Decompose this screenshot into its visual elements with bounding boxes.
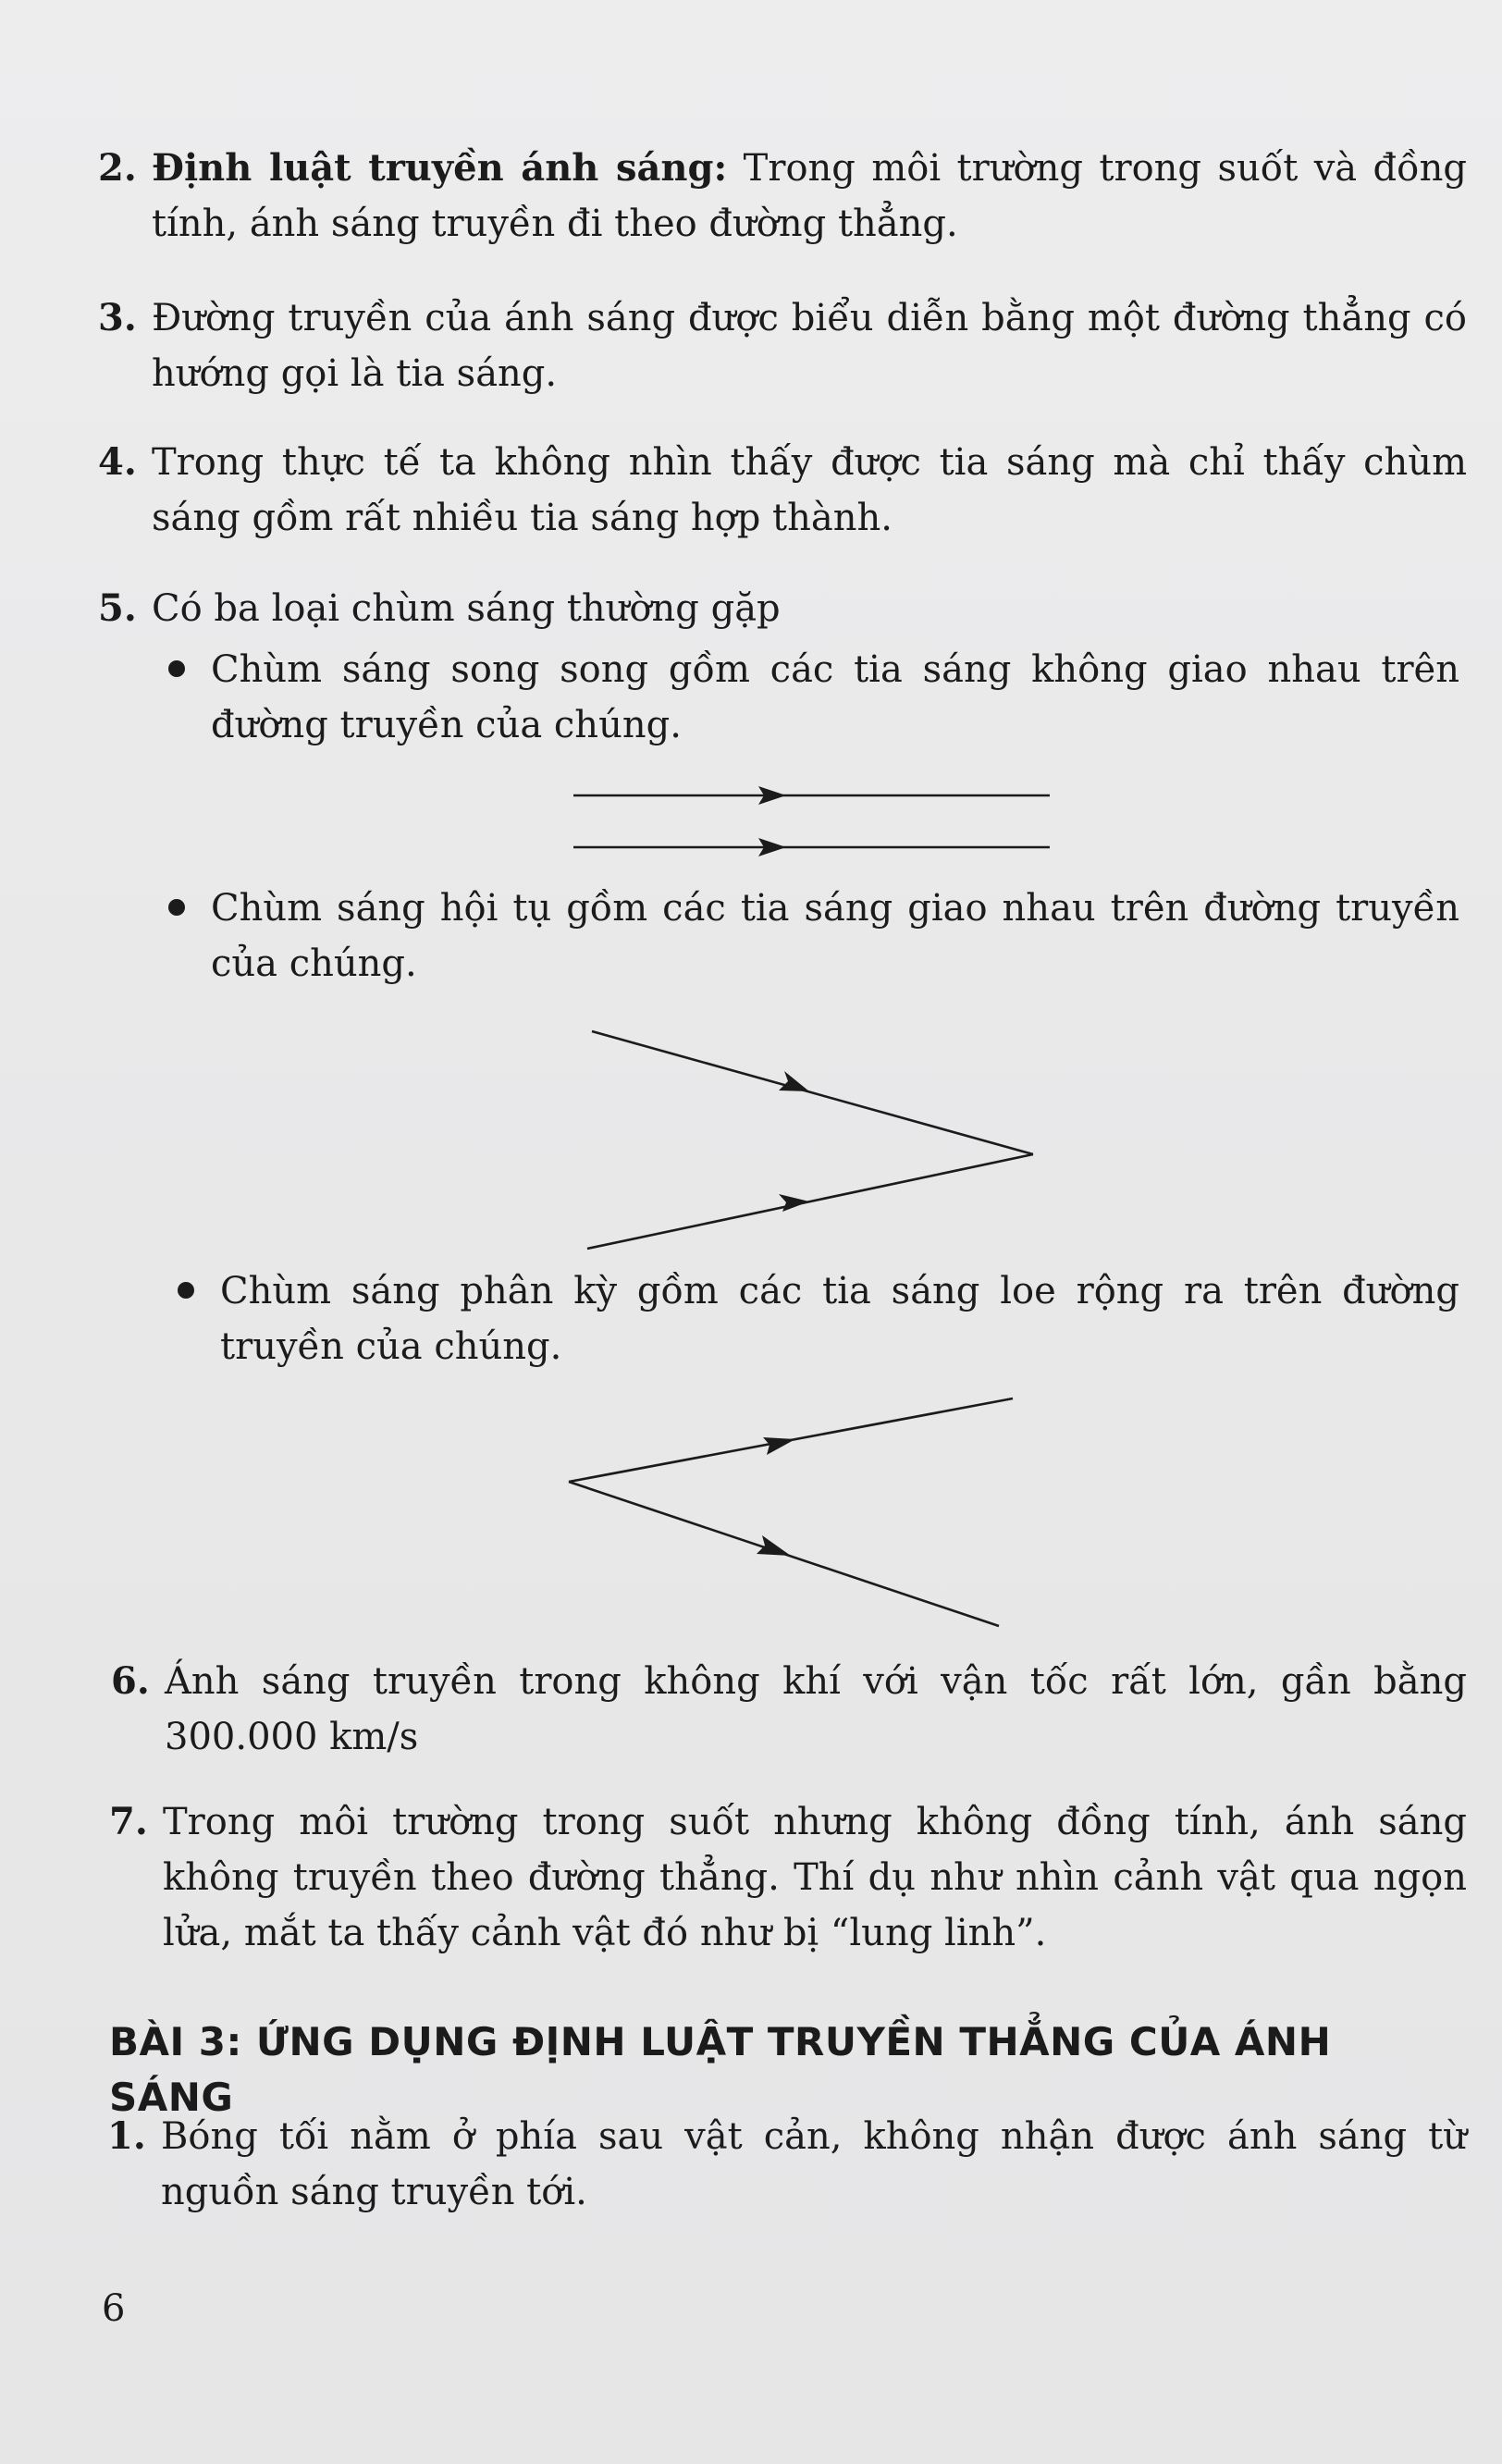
item-text: Ánh sáng truyền trong không khí với vận tốc rất lớn, gần bằng 300.000 km/s <box>165 1660 1467 1758</box>
bullet-converging-beam <box>168 881 1459 992</box>
item-6 <box>111 1654 1467 1765</box>
section-heading: BÀI 3: ỨNG DỤNG ĐỊNH LUẬT TRUYỀN THẲNG CỦA ÁNH SÁNG <box>109 2019 1332 2120</box>
item-text: Bóng tối nằm ở phía sau vật cản, không nhận được ánh sáng từ nguồn sáng truyền tới. <box>161 2115 1467 2213</box>
bullet-parallel-beam <box>168 642 1459 753</box>
ray-arrow <box>779 1194 809 1212</box>
bullet-icon <box>168 660 185 677</box>
item-5 <box>98 581 1467 636</box>
bullet-text: Chùm sáng hội tụ gồm các tia sáng giao nhau trên đường truyền của chúng. <box>211 887 1459 985</box>
bullet-text: Chùm sáng song song gồm các tia sáng không giao nhau trên đường truyền của chúng. <box>211 648 1459 746</box>
law-label: Định luật truyền ánh sáng: <box>152 146 728 190</box>
bullet-text: Chùm sáng phân kỳ gồm các tia sáng loe rộng ra trên đường truyền của chúng. <box>220 1270 1459 1368</box>
bullet-icon <box>168 899 185 916</box>
converging-ray <box>587 1154 1033 1249</box>
item-text: Đường truyền của ánh sáng được biểu diễn bằng một đường thẳng có hướng gọi là tia sáng. <box>152 297 1467 395</box>
item-2 <box>98 141 1467 252</box>
ray-arrow <box>763 1437 795 1455</box>
parallel-beam-diagram <box>564 777 1064 869</box>
law-text: Trong môi trường trong suốt và đồng tính, ánh sáng truyền đi theo đường thẳng. <box>152 147 1467 245</box>
item-text <box>152 141 1467 252</box>
item-number: 4. <box>98 440 137 484</box>
item-number: 3. <box>98 296 137 339</box>
item-text: Trong thực tế ta không nhìn thấy được tia sáng mà chỉ thấy chùm sáng gồm rất nhiều tia sáng hợp thành. <box>152 441 1467 539</box>
item-7 <box>109 1794 1467 1961</box>
item-4 <box>98 435 1467 546</box>
item-number: 6. <box>111 1659 150 1703</box>
converging-beam-diagram <box>573 1017 1054 1258</box>
item-number: 7. <box>109 1800 148 1843</box>
section-item-1 <box>107 2109 1467 2220</box>
item-text: Trong môi trường trong suốt nhưng không đồng tính, ánh sáng không truyền theo đường thẳng. Thí dụ như nhìn cảnh vật qua ngọn lửa, mắt ta thấy cảnh vật đó như bị “lung linh”. <box>163 1801 1467 1954</box>
item-number: 1. <box>107 2114 146 2158</box>
ray-arrow <box>779 1071 809 1091</box>
item-text: Có ba loại chùm sáng thường gặp <box>152 587 781 630</box>
bullet-icon <box>178 1282 194 1299</box>
diverging-beam-diagram <box>546 1387 1027 1637</box>
item-number: 5. <box>98 586 137 630</box>
bullet-diverging-beam <box>178 1263 1459 1374</box>
item-number: 2. <box>98 146 137 190</box>
converging-ray <box>592 1031 1033 1154</box>
page-number: 6 <box>102 2287 126 2330</box>
item-3 <box>98 290 1467 401</box>
